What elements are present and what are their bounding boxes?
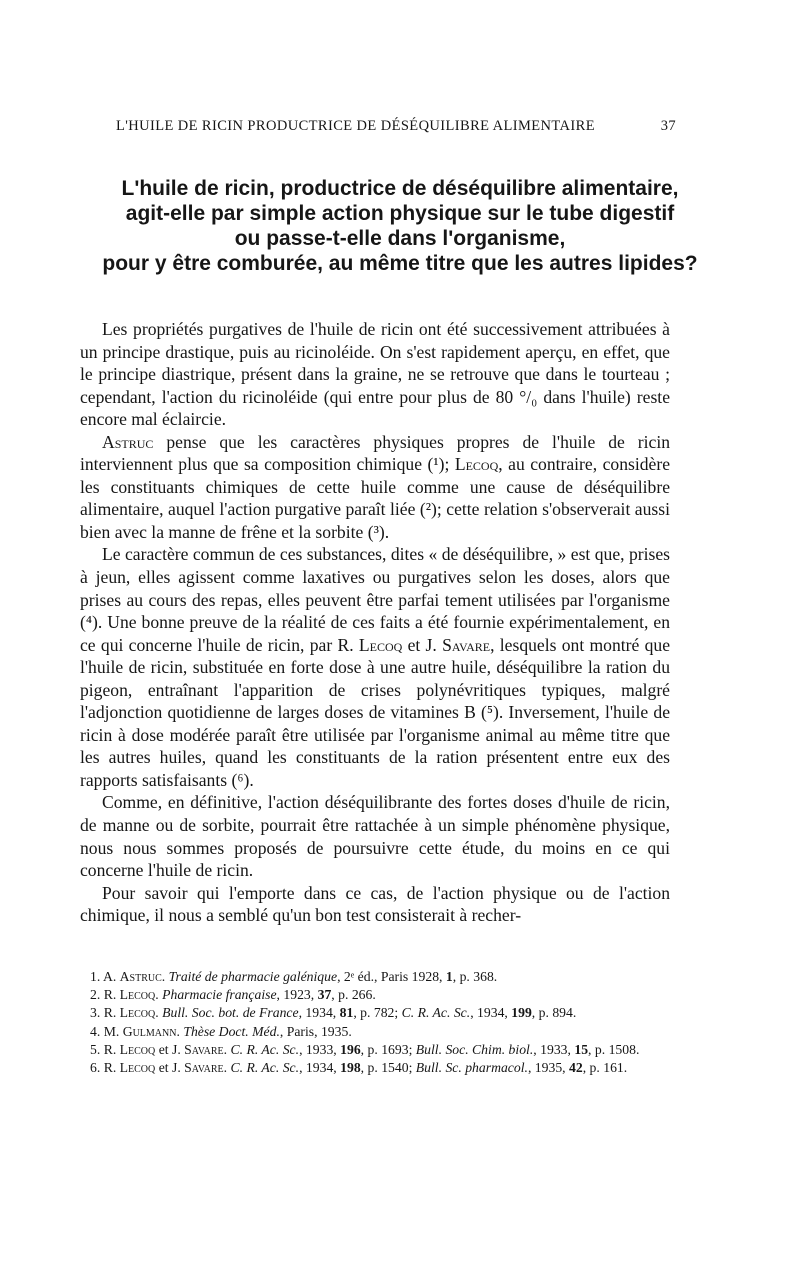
footnote-5 [80, 1041, 670, 1059]
footnote-text: , p. 1693; [360, 1041, 416, 1057]
title-line: L'huile de ricin, productrice de déséquilibre alimentaire, [121, 177, 679, 200]
footnote-text: , 1933, [533, 1041, 575, 1057]
footnote-volume: 199 [511, 1005, 532, 1021]
footnote-work: Traité de pharmacie galénique [168, 969, 338, 984]
footnote-work: Thèse Doct. Méd. [183, 1023, 280, 1039]
title-line: agit-elle par simple action physique sur le tube digestif [125, 202, 675, 225]
footnote-text: A. [102, 969, 120, 984]
footnote-work: C. R. Ac. Sc. [230, 1041, 300, 1057]
footnote-author: Savare [184, 1060, 224, 1076]
paragraph-text: , au contraire, considère les constituants chimiques de cette huile comme une cause de déséquilibre alimentaire, auquel l'action purgative paraît liée (²); cette relation s'observerait aussi bien avec la manne de frêne et la sorbite (³). [80, 454, 671, 542]
paragraph-5: Pour savoir qui l'emporte dans ce cas, de l'action physique ou de l'action chimique, il nous a semblé qu'un bon test consisterait à recher- [80, 882, 670, 926]
paragraph-text: , lesquels ont montré que l'huile de ricin, substituée en forte dose à une autre huile, déséquilibre la ration du pigeon, entraînant l'apparition de crises polynévritiques typiques, malgré l'adjonction quotidienne de larges doses de vitamines B (⁵). Inversement, l'huile de ricin à dose modérée paraît être utilisée par l'organisme animal au même titre que les autres huiles, quand les constituants de la ration présentent entre eux des rapports satisfaisants (⁶). [80, 634, 671, 790]
article-title [60, 176, 740, 276]
footnote-text: . [155, 987, 163, 1003]
footnote-author: Astruc [119, 969, 162, 984]
footnote-text: , 1933, [299, 1041, 341, 1057]
footnote-text: R. [103, 1060, 120, 1076]
footnote-work: C. R. Ac. Sc. [230, 1060, 300, 1076]
footnote-text: . [155, 1005, 163, 1021]
footnote-volume: 198 [340, 1060, 361, 1076]
footnote-number: 4. [90, 1023, 101, 1039]
footnote-text: et J. [155, 1060, 185, 1076]
footnote-volume: 196 [340, 1041, 361, 1057]
paragraph-text: Le caractère commun de ces substances, dites « de déséquilibre, » est que, prises à jeun, elles agissent comme laxatives ou purgatives selon les doses, alors que prises au cours des repas, elles peuvent être parfai tement utilisées par l'organisme (⁴). Une bonne preuve de la réalité de ces faits a été fournie expérimentalement, en ce qui concerne l'huile de ricin, par R. [80, 544, 670, 655]
footnote-volume: 15 [574, 1041, 589, 1057]
paragraph-text: et J. [402, 634, 443, 655]
running-head [116, 118, 676, 135]
footnote-text: R. [103, 1041, 120, 1057]
footnote-text: , p. 894. [531, 1005, 577, 1021]
footnote-number: 1. [90, 969, 101, 984]
footnote-number: 6. [90, 1060, 101, 1076]
footnote-volume: 81 [339, 1005, 354, 1021]
footnote-work: C. R. Ac. Sc. [401, 1005, 471, 1021]
footnote-author: Gulmann [122, 1023, 177, 1039]
footnote-text: R. [103, 1005, 120, 1021]
footnote-volume: 42 [569, 1060, 583, 1076]
footnote-text: , p. 782; [353, 1005, 402, 1021]
footnote-text: , Paris, 1935. [279, 1023, 352, 1039]
paragraph-4: Comme, en définitive, l'action déséquilibrante des fortes doses d'huile de ricin, de manne ou de sorbite, pourrait être rattachée à un simple phénomène physique, nous nous sommes proposés de poursuivre cette étude, du moins en ce qui concerne l'huile de ricin. [80, 792, 670, 881]
footnote-3 [80, 1004, 670, 1022]
author-name: Savare [442, 634, 491, 655]
author-name: Lecoq [358, 634, 403, 655]
body-text [80, 318, 670, 927]
footnote-4 [80, 1023, 670, 1041]
running-head-title: L'HUILE DE RICIN PRODUCTRICE DE DÉSÉQUILIBRE ALIMENTAIRE [116, 118, 595, 134]
footnote-work: Bull. Soc. Chim. biol. [415, 1041, 534, 1057]
paragraph-1: Les propriétés purgatives de l'huile de ricin ont été successivement attribuées à un principe drastique, puis au ricinoléide. On s'est rapidement aperçu, en effet, que le principe diastrique, présent dans la graine, ne se retrouve que dans le tourteau ; cependant, l'action du ricinoléide (qui entre pour plus de 80 °/₀ dans l'huile) reste encore mal éclaircie. [80, 319, 670, 430]
paragraph-3 [80, 543, 670, 791]
title-line: ou passe-t-elle dans l'organisme, [234, 227, 566, 250]
footnote-6 [80, 1059, 670, 1077]
author-name: Astruc [102, 431, 154, 452]
footnote-text: , 2ᵉ éd., Paris 1928, [337, 969, 446, 984]
footnote-2 [80, 986, 670, 1004]
footnote-text: . [223, 1060, 231, 1076]
paragraph-2 [80, 431, 670, 544]
footnote-text: . [223, 1041, 231, 1057]
paragraph-text: pense que les caractères physiques propres de l'huile de ricin interviennent plus que sa composition chimique (¹); [80, 431, 670, 475]
footnote-work: Bull. Soc. bot. de France [162, 1005, 299, 1021]
footnote-author: Lecoq [119, 1005, 156, 1021]
footnote-work: Bull. Sc. pharmacol. [415, 1060, 528, 1076]
footnote-text: , 1935, [527, 1060, 570, 1076]
page-number: 37 [660, 118, 676, 134]
footnote-text: , p. 161. [582, 1060, 628, 1076]
footnote-text: , p. 1540; [360, 1060, 416, 1076]
footnote-text: . [161, 969, 169, 984]
footnote-number: 3. [90, 1005, 101, 1021]
footnote-text: , 1934, [299, 1060, 341, 1076]
footnote-volume: 37 [317, 987, 332, 1003]
footnote-author: Savare [184, 1041, 224, 1057]
footnotes [80, 968, 670, 1077]
footnote-work: Pharmacie française [162, 987, 277, 1003]
footnote-text: , p. 1508. [588, 1041, 640, 1057]
footnote-text: R. [103, 987, 120, 1003]
footnote-text: M. [103, 1023, 123, 1039]
footnote-text: , 1934, [470, 1005, 512, 1021]
footnote-author: Lecoq [119, 1041, 156, 1057]
footnote-text: , 1923, [276, 987, 318, 1003]
footnote-text: , p. 368. [452, 969, 498, 984]
footnote-number: 2. [90, 987, 101, 1003]
footnote-text: et J. [155, 1041, 185, 1057]
title-line: pour y être comburée, au même titre que les autres lipides? [102, 252, 698, 275]
footnote-author: Lecoq [119, 1060, 156, 1076]
footnote-text: , p. 266. [331, 987, 376, 1003]
footnote-author: Lecoq [119, 987, 156, 1003]
footnote-volume: 1 [445, 969, 453, 984]
footnote-number: 5. [90, 1041, 101, 1057]
footnote-text: , 1934, [298, 1005, 340, 1021]
footnote-text: . [176, 1023, 184, 1039]
footnote-1 [80, 968, 670, 986]
author-name: Lecoq [454, 454, 499, 475]
